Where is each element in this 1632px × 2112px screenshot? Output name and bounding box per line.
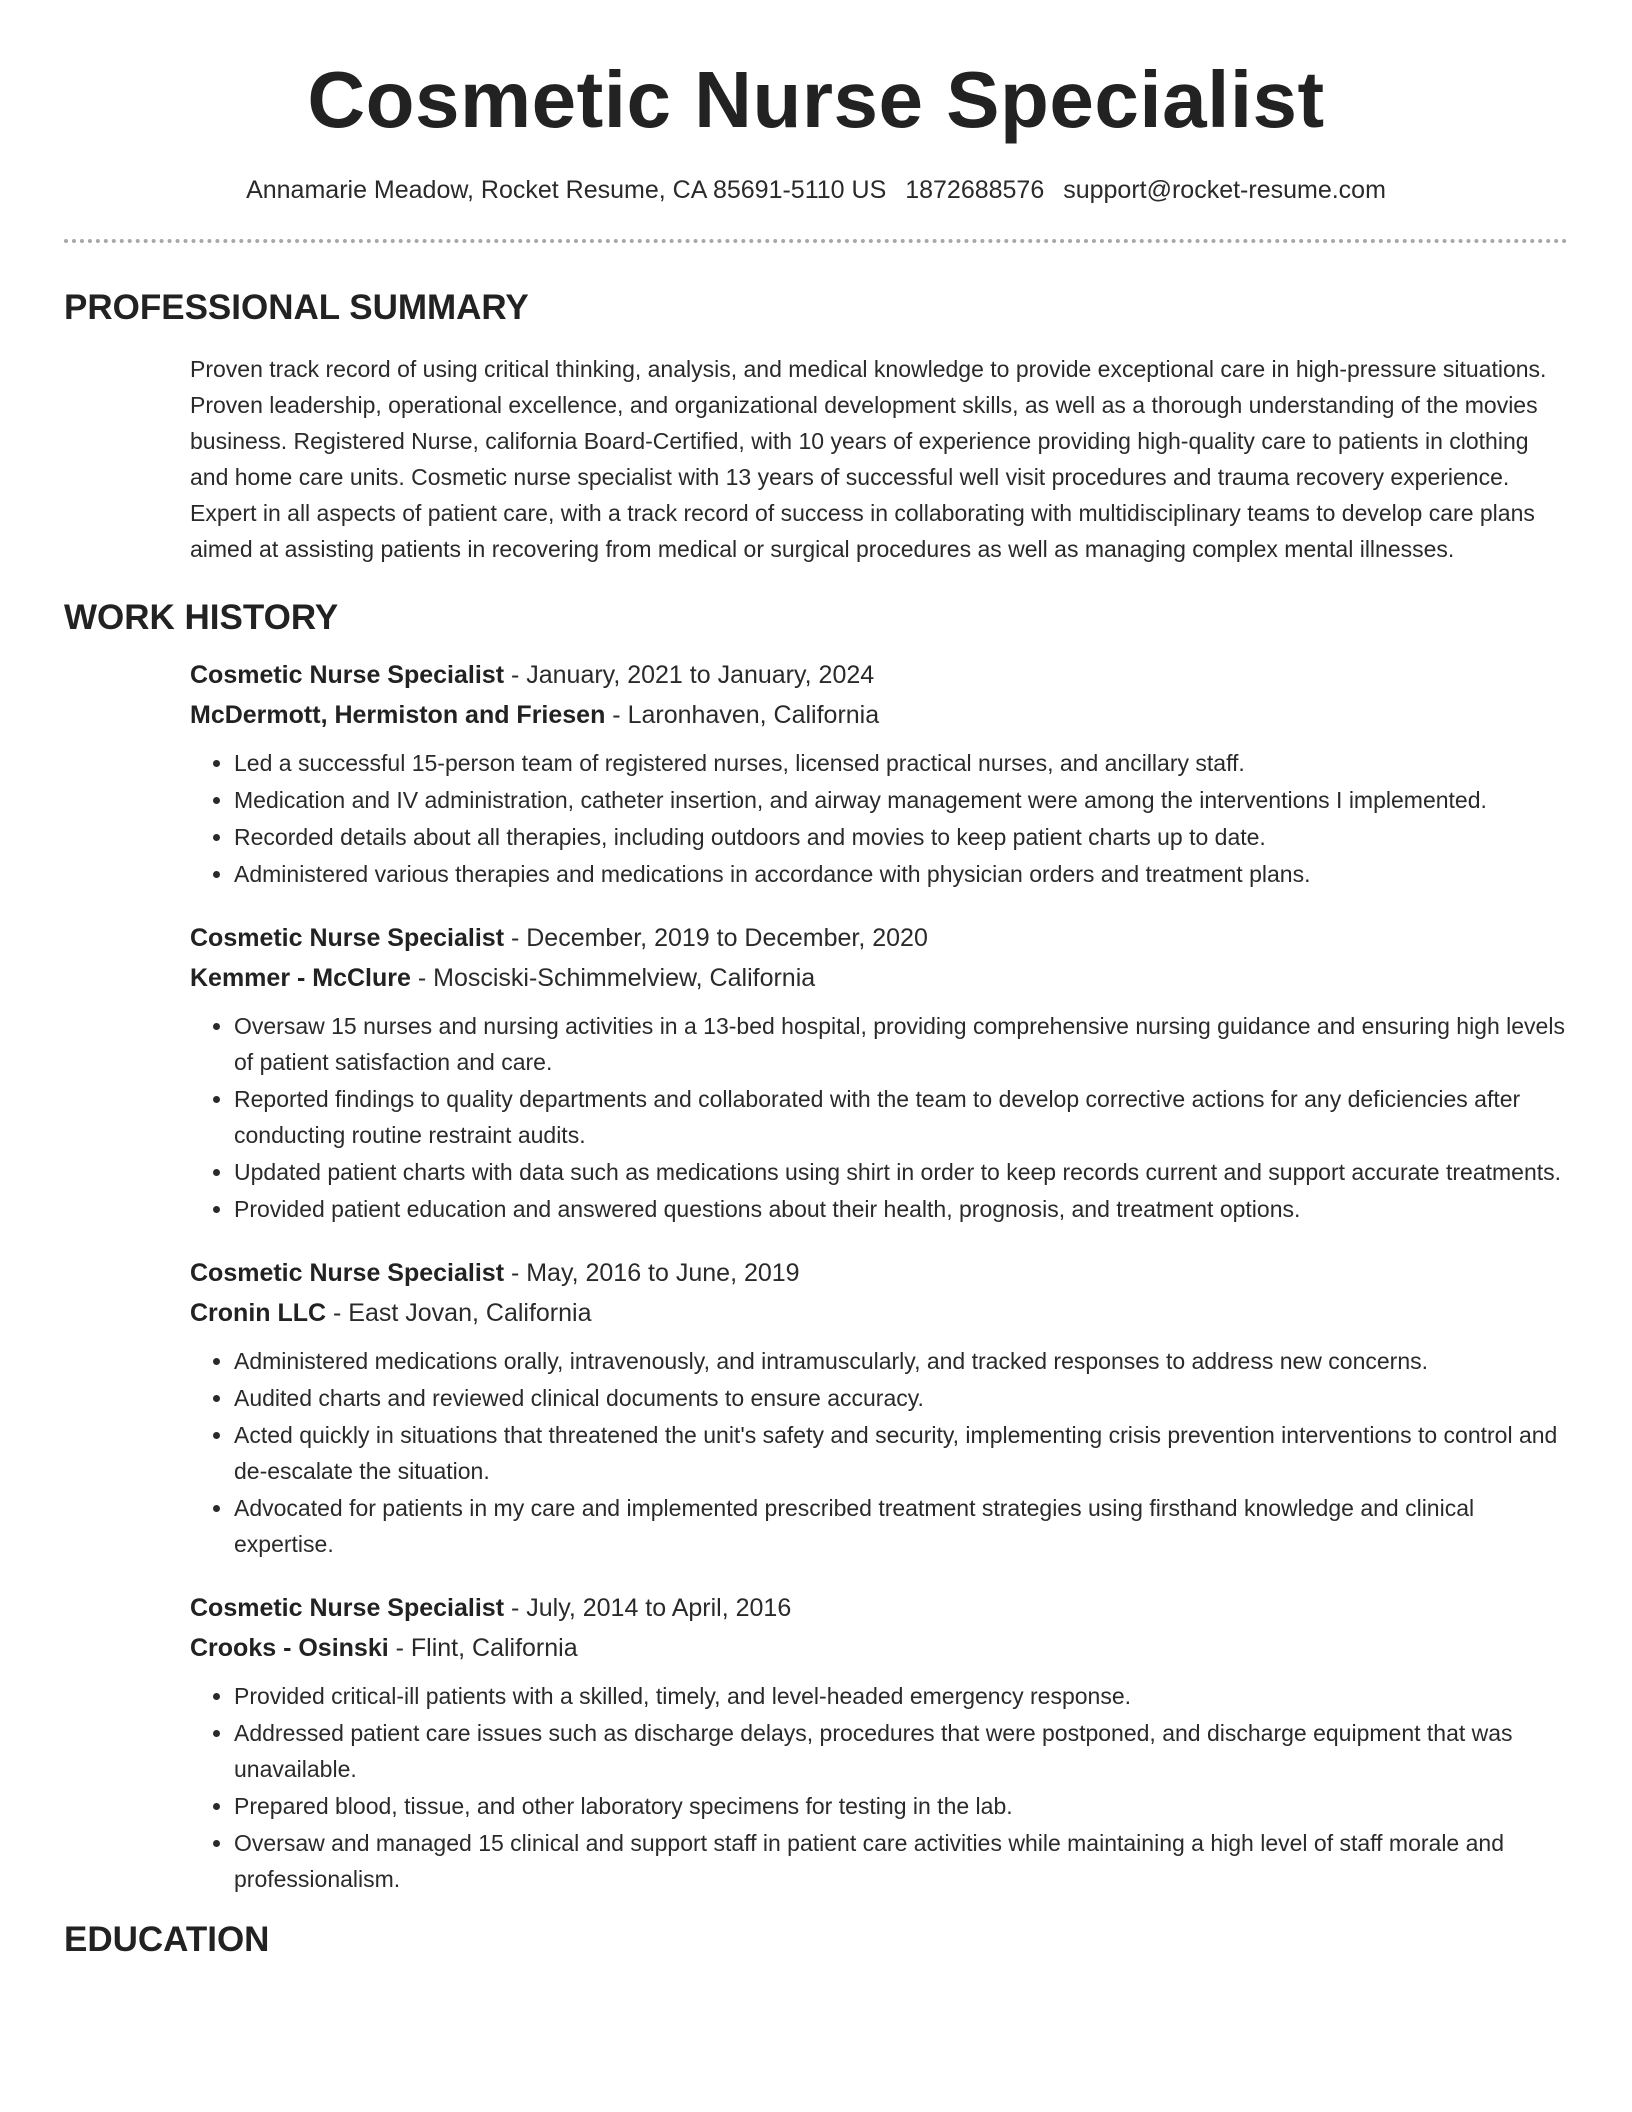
- job-title: Cosmetic Nurse Specialist: [190, 1593, 505, 1622]
- contact-line: [64, 174, 1568, 207]
- job-entry: [190, 655, 1568, 892]
- job-bullet: • Updated patient charts with data such as medications using shirt in order to keep records current and support accurate treatments.: [234, 1154, 1568, 1190]
- summary-heading: PROFESSIONAL SUMMARY: [64, 287, 529, 327]
- job-bullet: • Advocated for patients in my care and implemented prescribed treatment strategies using firsthand knowledge and clinical expertise.: [234, 1490, 1568, 1562]
- job-location: - Mosciski-Schimmelview, California: [410, 963, 816, 992]
- job-title-line: [190, 655, 1568, 695]
- job-bullet: • Oversaw and managed 15 clinical and support staff in patient care activities while maintaining a high level of staff morale and professionalism.: [234, 1825, 1568, 1897]
- job-company: Crooks - Osinski: [190, 1633, 389, 1662]
- job-bullet: • Recorded details about all therapies, including outdoors and movies to keep patient charts up to date.: [234, 819, 1568, 855]
- job-bullet: • Prepared blood, tissue, and other laboratory specimens for testing in the lab.: [234, 1788, 1568, 1824]
- job-dates: - January, 2021 to January, 2024: [504, 660, 875, 689]
- contact-address: Annamarie Meadow, Rocket Resume, CA 85691-5110 US: [246, 176, 887, 204]
- job-company-line: [190, 1628, 1568, 1668]
- job-company: McDermott, Hermiston and Friesen: [190, 700, 606, 729]
- job-company-line: [190, 695, 1568, 735]
- job-title: Cosmetic Nurse Specialist: [190, 660, 505, 689]
- job-bullets: [190, 1343, 1568, 1562]
- job-bullet: • Reported findings to quality departments and collaborated with the team to develop corrective actions for any deficiencies after conducting routine restraint audits.: [234, 1081, 1568, 1153]
- job-entry: [190, 1588, 1568, 1897]
- job-title-line: [190, 1588, 1568, 1628]
- job-dates: - December, 2019 to December, 2020: [504, 923, 928, 952]
- job-bullet: • Administered various therapies and medications in accordance with physician orders and treatment plans.: [234, 856, 1568, 892]
- job-bullet: • Led a successful 15-person team of registered nurses, licensed practical nurses, and ancillary staff.: [234, 745, 1568, 781]
- work-history-section: [64, 597, 1568, 1897]
- job-location: - Laronhaven, California: [605, 700, 880, 729]
- job-title-line: [190, 1253, 1568, 1293]
- professional-summary-section: [64, 287, 1568, 567]
- job-bullet: • Provided patient education and answered questions about their health, prognosis, and treatment options.: [234, 1191, 1568, 1227]
- resume-page: [64, 0, 1568, 1961]
- job-title-line: [190, 918, 1568, 958]
- job-bullet: • Audited charts and reviewed clinical documents to ensure accuracy.: [234, 1380, 1568, 1416]
- header-divider: [64, 239, 1568, 243]
- education-heading: EDUCATION: [64, 1919, 270, 1959]
- job-bullet: • Provided critical-ill patients with a skilled, timely, and level-headed emergency response.: [234, 1678, 1568, 1714]
- contact-phone: 1872688576: [905, 176, 1045, 204]
- education-section: [64, 1919, 1568, 1961]
- work-history-heading: WORK HISTORY: [64, 597, 339, 637]
- contact-email: support@rocket-resume.com: [1063, 176, 1386, 204]
- job-list: [190, 655, 1568, 1897]
- job-location: - Flint, California: [388, 1633, 578, 1662]
- job-bullets: [190, 745, 1568, 892]
- summary-text: Proven track record of using critical thinking, analysis, and medical knowledge to provide exceptional care in high-pressure situations. Proven leadership, operational excellence, and organizational development skills, as well as a thorough understanding of the movies business. Registered Nurse, california Board-Certified, with 10 years of experience providing high-quality care to patients in clothing and home care units. Cosmetic nurse specialist with 13 years of successful well visit procedures and trauma recovery experience. Expert in all aspects of patient care, with a track record of success in collaborating with multidisciplinary teams to develop care plans aimed at assisting patients in recovering from medical or surgical procedures as well as managing complex mental illnesses.: [190, 355, 1547, 562]
- job-company: Cronin LLC: [190, 1298, 327, 1327]
- job-bullet: • Addressed patient care issues such as discharge delays, procedures that were postponed, and discharge equipment that was unavailable.: [234, 1715, 1568, 1787]
- job-bullets: [190, 1008, 1568, 1227]
- job-dates: - July, 2014 to April, 2016: [504, 1593, 792, 1622]
- job-bullets: [190, 1678, 1568, 1897]
- job-bullet: • Administered medications orally, intravenously, and intramuscularly, and tracked responses to address new concerns.: [234, 1343, 1568, 1379]
- job-bullet: • Acted quickly in situations that threatened the unit's safety and security, implementing crisis prevention interventions to control and de-escalate the situation.: [234, 1417, 1568, 1489]
- job-company-line: [190, 1293, 1568, 1333]
- job-title: Cosmetic Nurse Specialist: [190, 923, 505, 952]
- job-bullet: • Medication and IV administration, catheter insertion, and airway management were among the interventions I implemented.: [234, 782, 1568, 818]
- job-bullet: • Oversaw 15 nurses and nursing activities in a 13-bed hospital, providing comprehensive nursing guidance and ensuring high levels of patient satisfaction and care.: [234, 1008, 1568, 1080]
- job-dates: - May, 2016 to June, 2019: [504, 1258, 800, 1287]
- job-company: Kemmer - McClure: [190, 963, 411, 992]
- page-title: Cosmetic Nurse Specialist: [307, 55, 1325, 144]
- job-company-line: [190, 958, 1568, 998]
- job-entry: [190, 918, 1568, 1227]
- job-entry: [190, 1253, 1568, 1562]
- job-location: - East Jovan, California: [326, 1298, 592, 1327]
- job-title: Cosmetic Nurse Specialist: [190, 1258, 505, 1287]
